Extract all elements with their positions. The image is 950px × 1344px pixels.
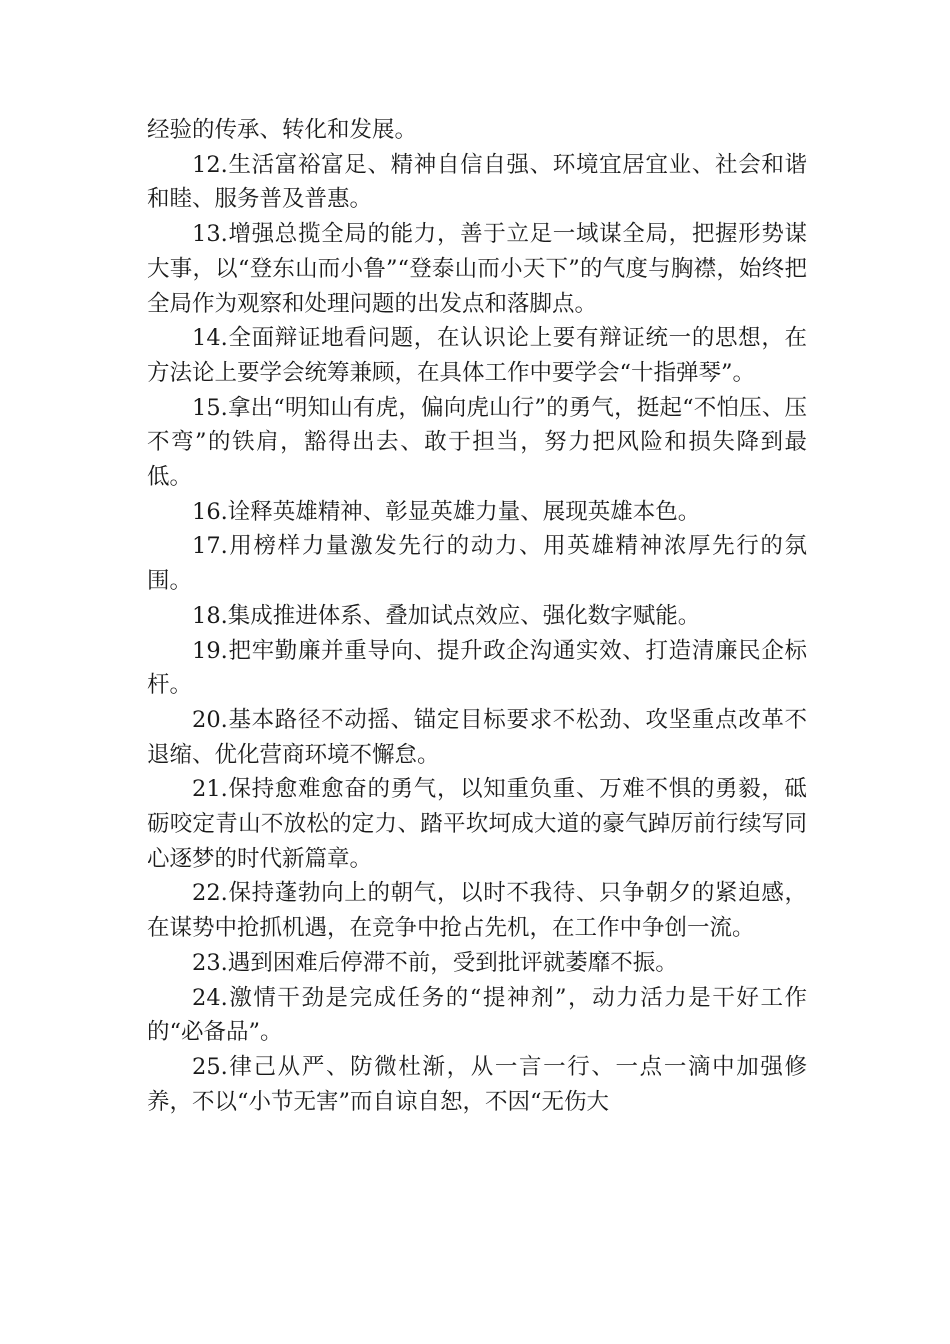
document-body <box>147 113 807 1119</box>
paragraph-item-19: 19.把牢勤廉并重导向、提升政企沟通实效、打造清廉民企标杆。 <box>147 637 807 699</box>
paragraph-item-21: 21.保持愈难愈奋的勇气，以知重负重、万难不惧的勇毅，砥砺咬定青山不放松的定力、踏平坎坷成大道的豪气踔厉前行续写同心逐梦的时代新篇章。 <box>147 776 807 872</box>
paragraph-item-18: 18.集成推进体系、叠加试点效应、强化数字赋能。 <box>192 602 701 629</box>
paragraph-item-24: 24.激情干劲是完成任务的“提神剂”，动力活力是干好工作的“必备品”。 <box>147 984 807 1046</box>
paragraph-item-12: 12.生活富裕富足、精神自信自强、环境宜居宜业、社会和谐和睦、服务普及普惠。 <box>147 151 807 213</box>
paragraph-item-23: 23.遇到困难后停滞不前，受到批评就萎靡不振。 <box>192 949 678 976</box>
paragraph-item-15: 15.拿出“明知山有虎，偏向虎山行”的勇气，挺起“不怕压、压不弯”的铁肩，豁得出去、敢于担当，努力把风险和损失降到最低。 <box>147 394 807 491</box>
paragraph-item-20: 20.基本路径不动摇、锚定目标要求不松劲、攻坚重点改革不退缩、优化营商环境不懈怠。 <box>147 706 807 768</box>
paragraph-item-17: 17.用榜样力量激发先行的动力、用英雄精神浓厚先行的氛围。 <box>147 533 807 595</box>
paragraph-item-22: 22.保持蓬勃向上的朝气，以时不我待、只争朝夕的紧迫感，在谋势中抢抓机遇，在竞争中抢占先机，在工作中争创一流。 <box>147 880 807 942</box>
paragraph-continuation: 经验的传承、转化和发展。 <box>147 117 418 143</box>
paragraph-item-13: 13.增强总揽全局的能力，善于立足一域谋全局，把握形势谋大事，以“登东山而小鲁”“登泰山而小天下”的气度与胸襟，始终把全局作为观察和处理问题的出发点和落脚点。 <box>147 221 807 317</box>
paragraph-item-14: 14.全面辩证地看问题，在认识论上要有辩证统一的思想，在方法论上要学会统筹兼顾，在具体工作中要学会“十指弹琴”。 <box>147 325 807 386</box>
paragraph-item-25: 25.律己从严、防微杜渐，从一言一行、一点一滴中加强修养，不以“小节无害”而自谅自恕，不因“无伤大 <box>147 1053 807 1115</box>
paragraph-item-16: 16.诠释英雄精神、彰显英雄力量、展现英雄本色。 <box>192 498 701 525</box>
